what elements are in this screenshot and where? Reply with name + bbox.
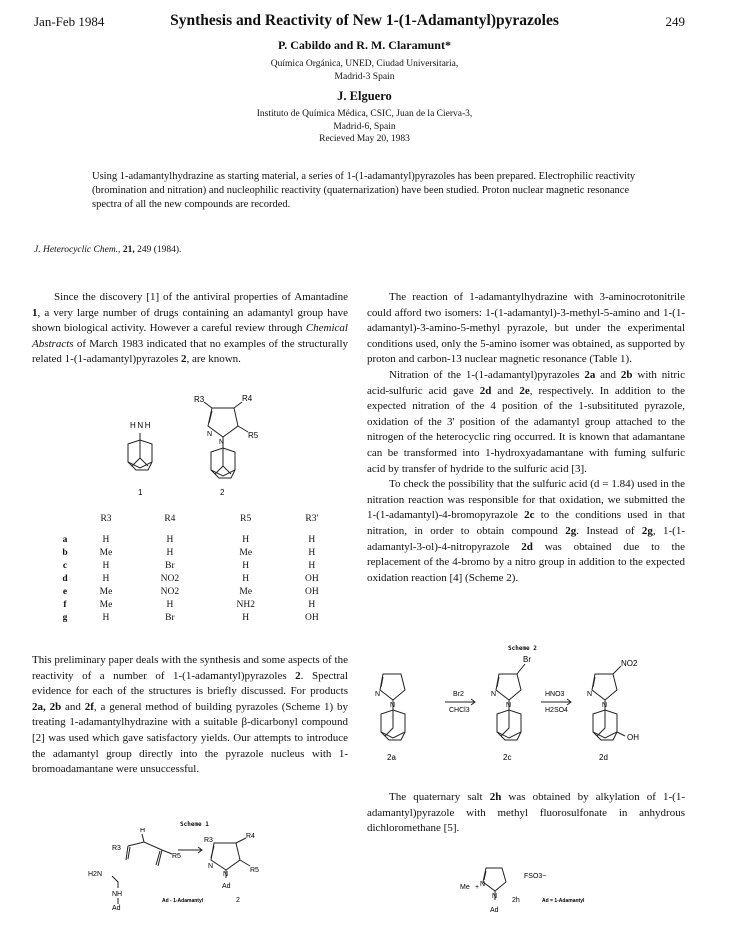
svg-text:N: N [219,439,225,446]
table-cell: H [308,560,316,571]
scheme-2-label-2a: 2a [387,753,396,762]
scheme-2-no2: NO2 [621,659,638,668]
scheme-2-reagent-h2so4: H2SO4 [545,707,568,714]
scheme-1-h: H [140,828,146,834]
row-label: a [62,534,68,545]
table-cell: Me [239,547,253,558]
row-label: f [63,599,67,610]
paper-title: Synthesis and Reactivity of New 1-(1-Adamantyl)pyrazoles [170,12,559,29]
scheme-1-nh: NH [112,891,123,898]
authors-1: P. Cabildo and R. M. Claramunt* [278,38,451,52]
table-cell: H [242,612,250,623]
salt-ad: Ad [490,907,499,914]
salt-plus: + [475,884,480,891]
table-cell: H [102,573,110,584]
svg-text:N: N [223,871,229,878]
r3-label: R3 [194,395,205,404]
scheme-2-br: Br [523,655,531,664]
svg-text:N: N [208,863,214,870]
table-cell: Br [165,560,175,571]
scheme-1-ad: Ad [112,905,121,910]
row-label: d [62,573,68,584]
scheme-1-title: Scheme 1 [180,821,209,828]
citation [34,245,181,255]
scheme-2-label-2d: 2d [599,753,608,762]
table-cell: H [242,560,250,571]
journal-date: Jan-Feb 1984 [34,14,105,29]
table-row [50,598,340,611]
svg-text:N: N [602,702,608,709]
citation-journal: J. Heterocyclic Chem., [34,245,121,255]
affiliation-1-line: Madrid-3 Spain [334,71,395,82]
table-header: R4 [164,513,176,524]
salt-n: N [480,881,486,888]
salt-anion: FSO3− [524,873,547,880]
scheme-1-product-label: 2 [236,897,240,904]
table-cell: H [166,547,174,558]
table-cell: H [242,573,250,584]
table-cell: H [166,534,174,545]
table-cell: Me [239,586,253,597]
scheme-2-reagent-chcl3: CHCl3 [449,707,470,714]
salt-n: N [492,893,498,900]
row-label: e [62,586,68,597]
table-cell: H [166,599,174,610]
table-row [50,533,340,546]
table-cell: OH [304,612,319,623]
salt-ad-definition: Ad = 1-Adamantyl [542,898,585,904]
table-cell: OH [304,586,319,597]
table-header: R3 [100,513,112,524]
table-cell: H [102,534,110,545]
r5-label: R5 [248,431,259,440]
svg-text:N: N [390,702,396,709]
citation-rest: 249 (1984). [137,245,182,255]
scheme-2-oh: OH [627,733,639,742]
scheme-2-label-2c: 2c [503,753,512,762]
right-paragraphs [367,290,685,586]
authors-2: J. Elguero [337,89,392,103]
scheme-1-r3: R3 [112,845,121,852]
svg-text:N: N [506,702,512,709]
scheme-2-title: Scheme 2 [508,645,537,652]
salt-me: Me [460,884,470,891]
affiliation-2-line: Madrid-6, Spain [333,121,396,132]
table-cell: OH [304,573,319,584]
r4-label: R4 [242,394,253,403]
table-header: R5 [240,513,252,524]
table-row [50,611,340,624]
scheme-1-product-ad: Ad [222,883,231,890]
structures-1-2 [110,392,280,502]
scheme-2-reagent-hno3: HNO3 [545,691,565,698]
abstract: Using 1-adamantylhydrazine as starting material, a series of 1-(1-adamantyl)pyrazoles has been prepared. Electrophilic reactivity (bromination and nitration) and nucleophilic reactivity (quaternarization) have been studied. Proton nuclear magnetic resonance spectra of all the new compounds are recorded. [92,171,636,210]
scheme-1-product-r5: R5 [250,867,259,874]
table-header: R3' [305,513,319,524]
table-header-row [50,512,340,525]
table-cell: Me [99,547,113,558]
right-paragraph-2: Nitration of the 1-(1-adamantyl)pyrazoles 2a and 2b with nitric acid-sulfuric acid gave 2d and 2e, respectively. In addition to the expected nitration of the 4 position of the 1-subsitituted pyrazole, oxidation of the 3' position of the adamantyl group attached to the nitrogen of the heterocyclic ring occurred. It is known that adamantane can be transformed into 1-hydroxyadamantane with fuming sulfuric acid by transfer of hydride to the sulfuric acid [3]. [367,368,686,475]
received-date: Recieved May 20, 1983 [319,134,410,144]
compound-2-label: 2 [220,488,225,497]
svg-text:N: N [587,691,593,698]
svg-text:N: N [375,691,381,698]
affiliation-2-line: Instituto de Química Médica, CSIC, Juan de la Cierva-3, [256,109,473,119]
right-paragraph-4: The quaternary salt 2h was obtained by alkylation of 1-(1-adamantyl)pyrazole with methyl fluorosulfonate in anhydrous dichloromethane [5]. [367,791,685,835]
scheme-1-product-r4: R4 [246,833,255,840]
table-cell: NO2 [160,586,180,597]
table-cell: H [308,534,316,545]
right-paragraph-3: To check the possibility that the sulfuric acid (d = 1.84) used in the nitration reaction was responsible for that oxidation, we submitted the 1-(1-adamantyl)-4-bromopyrazole 2c to the conditions used in that nitration, in order to obtain compound 2g. Instead of 2g, 1-(1-adamantyl-3-ol)-4-nitropyrazole 2d was obtained due to the replacement of the 4-bromo by a nitro group in addition to the expected oxidation reaction [4] (Scheme 2). [367,478,685,584]
table-cell: H [102,612,110,623]
table-cell: NO2 [160,573,180,584]
table-row [50,572,340,585]
table-cell: H [308,599,316,610]
left-paragraph-2: This preliminary paper deals with the synthesis and some aspects of the reactivity of a number of 1-(1-adamantyl)pyrazoles 2. Spectral evidence for each of the structures is briefly discussed. For products 2a, 2b and 2f, a general method of building pyrazoles (Scheme 1) by treating 1-adamantylhydrazine with a suitable β-dicarbonyl compound [2] was used which gave satisfactory yields. Our attempts to introduce the adamantyl group directly into the pyrazole nucleus with 1-bromoadamantane were unsuccessful. [32,654,348,776]
affiliation-1 [0,58,729,83]
scheme-1-diagram [80,828,300,910]
scheme-1-ad-definition: Ad - 1-Adamantyl [162,898,204,904]
row-label: b [62,547,68,558]
amine-label: H N H [130,421,151,430]
table-cell: NH2 [236,599,255,610]
svg-text:N: N [207,431,213,438]
page-number: 249 [665,14,685,29]
table-cell: H [308,547,316,558]
salt-label: 2h [512,897,520,904]
row-label: g [62,612,68,623]
compound-1-label: 1 [138,488,143,497]
substituent-table [50,512,340,624]
table-row [50,559,340,572]
scheme-2-diagram [365,652,685,770]
table-cell: Me [99,586,113,597]
svg-text:N: N [491,691,497,698]
citation-volume: 21, [122,245,135,255]
table-cell: H [242,534,250,545]
affiliation-1-line: Química Orgánica, UNED, Ciudad Universitaria, [270,59,459,69]
right-paragraph-1: The reaction of 1-adamantylhydrazine with 3-aminocrotonitrile could afford two isomers: 1-(1-adamantyl)-3-methyl-5-amino and 1-(1-adamantyl)-3-amino-5-methyl pyrazole, but under the experimental conditions used, only the 5-amino isomer was obtained, as supported by proton and carbon-13 nuclear magnetic resonance (Table 1). [367,291,685,366]
table-cell: Br [165,612,175,623]
table-row [50,546,340,559]
salt-2h-structure [450,858,650,918]
scheme-2-reagent-br2: Br2 [453,691,464,698]
scheme-1-h2n: H2N [88,871,103,878]
table-cell: H [102,560,110,571]
row-label: c [62,560,68,571]
left-paragraph-1: Since the discovery [1] of the antiviral properties of Amantadine 1, a very large number of drugs containing an adamantyl group have shown biological activity. However a careful review through Chemical Abstracts of March 1983 indicated that no examples of the structurally related 1-(1-adamantyl)pyrazoles 2, are known. [32,291,348,366]
table-cell: Me [99,599,113,610]
table-row [50,585,340,598]
scheme-1-product-r3: R3 [204,837,213,844]
scheme-1-r5: R5 [172,853,181,860]
affiliation-2 [0,108,729,146]
